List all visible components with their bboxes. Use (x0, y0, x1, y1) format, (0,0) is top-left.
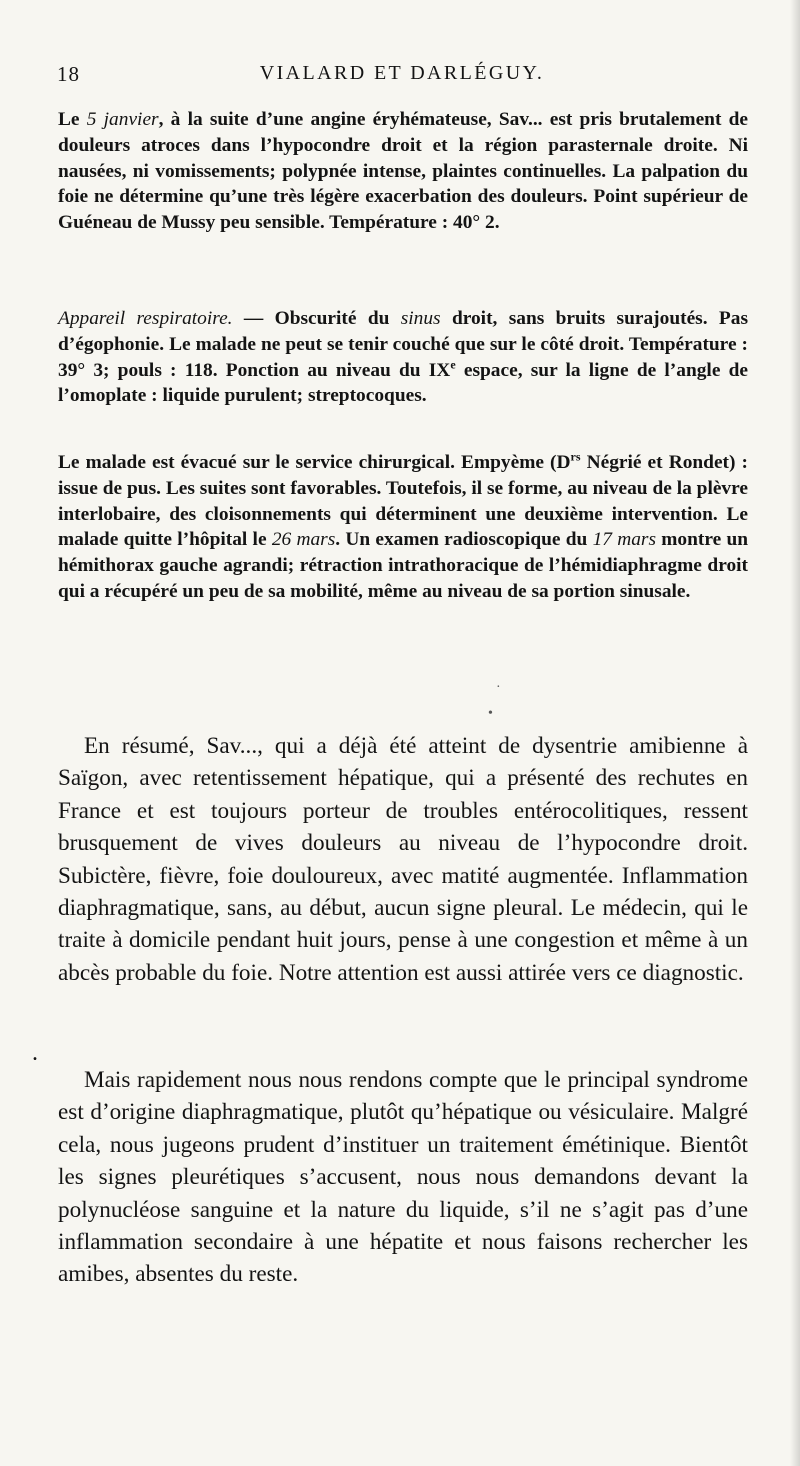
page-header (57, 62, 747, 92)
paragraph-text: montre un hémithorax gauche agrandi; rétraction intrathoracique de l’hémidiaphragme droit qui a récupéré un peu de sa mobilité, même au niveau de sa portion sinusale. (58, 529, 749, 602)
date-march-26: 26 mars (271, 529, 336, 551)
page-edge-shadow (790, 0, 800, 1466)
space-numeral: IX (428, 359, 451, 381)
paragraph-text: droit, sans bruits surajoutés. Pas d’égophonie. Le malade ne peut se tenir couché que sur le côté droit. Température : 39° 3; pouls : 118. Ponction au niveau du (58, 308, 748, 381)
doctors-suffix: rs (570, 449, 581, 464)
summary-paragraph (58, 730, 748, 989)
paragraph-text: , à la suite d’une angine éryhémateuse, Sav... est pris brutalement de douleurs atroces dans l’hypocondre droit et la région parasternale droite. Ni nausées, ni vomissements; polypnée intense, plaintes continuelles. La palpation du foie ne détermine qu’une très légère exacerbation des douleurs. Point supérieur de Guéneau de Mussy peu sensible. Température : 40° 2. (58, 109, 749, 234)
running-head: VIALARD ET DARLÉGUY. (259, 62, 545, 84)
paragraph-text: . Un examen radioscopique du (335, 529, 593, 551)
paper-speck: • (488, 706, 493, 721)
paper-speck: · (496, 680, 501, 695)
section-heading: Appareil respiratoire. (58, 308, 233, 329)
page-number: 18 (57, 62, 80, 86)
diagnosis-paragraph (58, 1064, 748, 1291)
paragraph-text: espace, sur la ligne de l’angle de l’omoplate : liquide purulent; streptocoques. (58, 359, 749, 407)
paragraph-prefix: Le (58, 109, 87, 130)
paragraph-text: En résumé, Sav..., qui a déjà été atteint de dysentrie amibienne à Saïgon, avec retentissement hépatique, qui a présenté des rechutes en France et est toujours porteur de troubles entérocolitiques, ressent brusquement de vives douleurs au niveau de l’hypocondre droit. Subictère, fièvre, foie douloureux, avec matité augmentée. Inflammation diaphragmatique, sans, au début, aucun signe pleural. Le médecin, qui le traite à domicile pendant huit jours, pense à une congestion et même à un abcès probable du foie. Notre attention est aussi attirée vers ce diagnostic. (58, 733, 748, 986)
paragraph-text: Négrié et Rondet) : issue de pus. Les suites sont favorables. Toutefois, il se forme, au niveau de la plèvre interlobaire, des cloisonnements qui déterminent une deuxième intervention. Le malade quitte l’hôpital le (58, 452, 749, 551)
date-january: 5 janvier (86, 109, 159, 130)
sinus-term: sinus (400, 308, 441, 329)
paragraph-text: Le malade est évacué sur le service chirurgical. Empyème (D (58, 452, 571, 473)
case-history-paragraph (58, 107, 748, 236)
surgical-paragraph (58, 450, 748, 605)
paragraph-text: Mais rapidement nous nous rendons compte que le principal syndrome est d’origine diaphragmatique, plutôt qu’hépatique ou vésiculaire. Malgré cela, nous jugeons prudent d’instituer un traitement émétinique. Bientôt les signes pleurétiques s’accusent, nous nous demandons devant la polynucléose sanguine et la nature du liquide, s’il ne s’agit pas d’une inflammation secondaire à une hépatite et nous faisons rechercher les amibes, absentes du reste. (58, 1067, 748, 1288)
space-suffix: e (450, 357, 456, 372)
respiratory-paragraph (58, 306, 748, 409)
margin-mark: . (32, 1040, 38, 1066)
date-march-17: 17 mars (592, 529, 657, 551)
paragraph-text: — Obscurité du (232, 308, 401, 329)
